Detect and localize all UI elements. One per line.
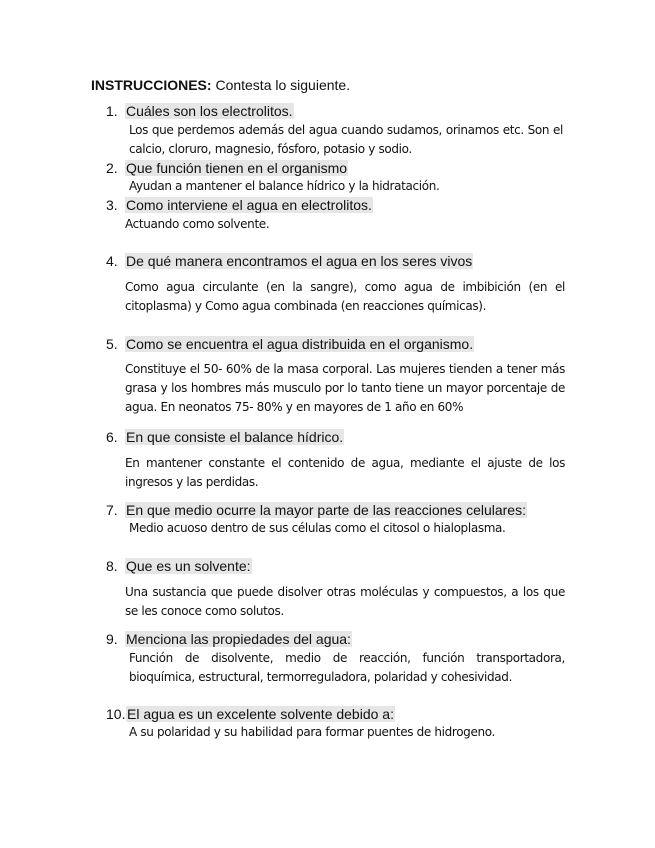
question-6 bbox=[106, 428, 344, 446]
question-number: 6. bbox=[106, 429, 118, 445]
question-number: 10. bbox=[106, 706, 126, 722]
question-number: 3. bbox=[106, 197, 118, 213]
question-text: Que función tienen en el organismo bbox=[126, 160, 348, 176]
answer-1: Los que perdemos además del agua cuando sudamos, orinamos etc. Son el calcio, cloruro, magnesio, fósforo, potasio y sodio. bbox=[129, 123, 563, 156]
answer-7: Medio acuoso dentro de sus células como el citosol o hialoplasma. bbox=[129, 521, 506, 535]
question-number: 7. bbox=[106, 502, 118, 518]
question-text: De qué manera encontramos el agua en los seres vivos bbox=[126, 253, 473, 269]
question-text: En que consiste el balance hídrico. bbox=[126, 429, 344, 445]
answer-8: Una sustancia que puede disolver otras moléculas y compuestos, a los que se les conoce como solutos. bbox=[125, 585, 565, 618]
question-number: 1. bbox=[106, 103, 118, 119]
question-3 bbox=[106, 196, 373, 214]
instructions-label: INSTRUCCIONES: bbox=[91, 77, 212, 93]
question-text: El agua es un excelente solvente debido a: bbox=[127, 706, 394, 722]
question-9 bbox=[106, 630, 352, 648]
answer-10: A su polaridad y su habilidad para formar puentes de hidrogeno. bbox=[129, 725, 495, 739]
question-number: 9. bbox=[106, 631, 118, 647]
question-text: En que medio ocurre la mayor parte de las reacciones celulares: bbox=[126, 502, 526, 518]
question-text: Como interviene el agua en electrolitos. bbox=[126, 197, 372, 213]
answer-5: Constituye el 50- 60% de la masa corporal. Las mujeres tienden a tener más grasa y los hombres más musculo por lo tanto tiene un mayor porcentaje de agua. En neonatos 75- 80% y en mayores de 1 año en 60% bbox=[125, 362, 565, 414]
question-number: 4. bbox=[106, 253, 118, 269]
question-8 bbox=[106, 557, 252, 575]
instructions-heading bbox=[91, 76, 350, 94]
instructions-text: Contesta lo siguiente. bbox=[211, 77, 351, 93]
answer-6: En mantener constante el contenido de agua, mediante el ajuste de los ingresos y las perdidas. bbox=[125, 456, 565, 489]
question-4 bbox=[106, 252, 473, 270]
question-text: Que es un solvente: bbox=[126, 558, 251, 574]
question-text: Menciona las propiedades del agua: bbox=[126, 631, 351, 647]
question-10 bbox=[106, 705, 395, 723]
question-text: Como se encuentra el agua distribuida en el organismo. bbox=[126, 336, 474, 352]
question-text: Cuáles son los electrolitos. bbox=[126, 103, 293, 119]
answer-9: Función de disolvente, medio de reacción, función transportadora, bioquímica, estructural, termorreguladora, polaridad y cohesividad. bbox=[129, 651, 565, 684]
question-1 bbox=[106, 102, 294, 120]
question-5 bbox=[106, 335, 474, 353]
question-number: 8. bbox=[106, 558, 118, 574]
question-number: 5. bbox=[106, 336, 118, 352]
answer-2: Ayudan a mantener el balance hídrico y la hidratación. bbox=[129, 179, 440, 193]
question-number: 2. bbox=[106, 160, 118, 176]
answer-4: Como agua circulante (en la sangre), como agua de imbibición (en el citoplasma) y Como agua combinada (en reacciones químicas). bbox=[125, 280, 565, 313]
question-2 bbox=[106, 159, 348, 177]
question-7 bbox=[106, 501, 527, 519]
answer-3: Actuando como solvente. bbox=[125, 217, 270, 231]
